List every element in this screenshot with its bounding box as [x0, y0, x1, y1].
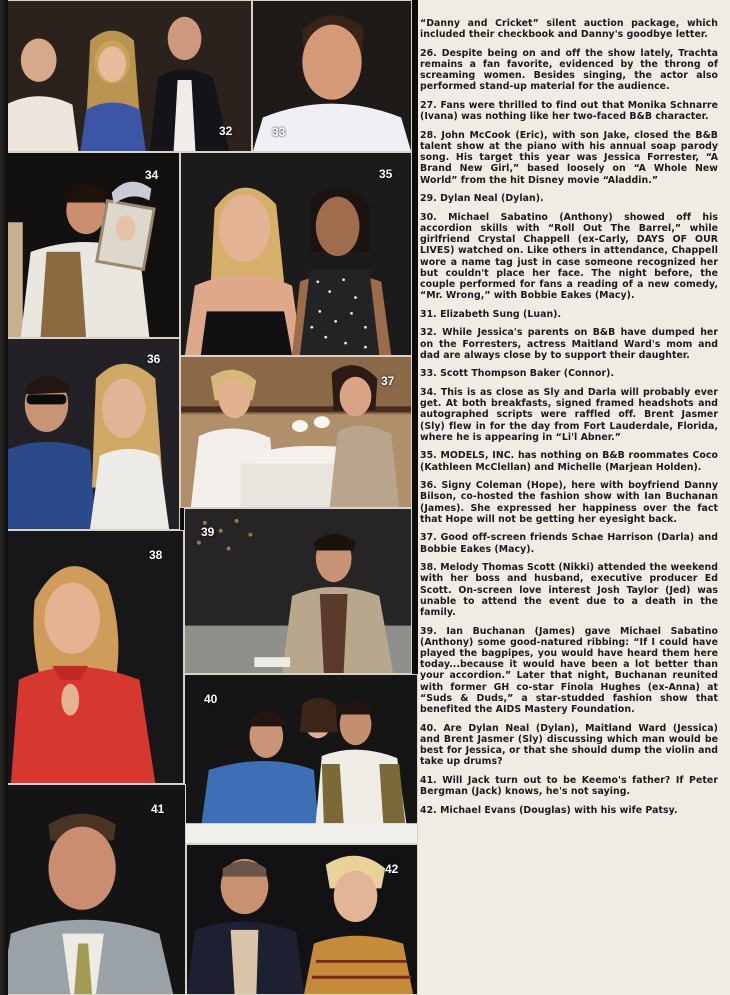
photo-37	[180, 356, 412, 508]
photo-number: 36	[147, 352, 161, 366]
caption-30: 30. Michael Sabatino (Anthony) showed off his accordion skills with “Roll Out The Barrel,” while girlfriend Crystal Chappell (ex-Carly, DAYS OF OUR LIVES) watched on. Like others in attendance, Chappell wore a name tag just in case someone recognized her but couldn't place her face. The night before, the couple performed for fans a reading of a new comedy, “Mr. Wrong,” with Bobbie Eakes (Macy).	[420, 211, 718, 302]
caption-36: 36. Signy Coleman (Hope), here with boyfriend Danny Bilson, co-hosted the fashion show with Ian Buchanan (James). She expressed her happiness over the fact that Hope will not be getting her eyesight back.	[420, 480, 718, 525]
photo-number: 33	[272, 125, 286, 139]
photo-number: 41	[151, 802, 165, 816]
caption-continuation: “Danny and Cricket” silent auction package, which included their checkbook and Danny's goodbye letter.	[420, 18, 718, 41]
photo-38	[0, 530, 184, 784]
caption-31: 31. Elizabeth Sung (Luan).	[420, 308, 562, 320]
photo-36	[0, 338, 180, 530]
caption-28: 28. John McCook (Eric), with son Jake, closed the B&B talent show at the piano with his annual soap parody song. His target this year was Jessica Forrester, “A Brand New Girl,” based loosely on “A Whole New World” from the hit Disney movie “Aladdin.”	[420, 129, 718, 186]
photo-number: 32	[219, 124, 233, 138]
photo-number: 38	[149, 548, 163, 562]
caption-41: 41. Will Jack turn out to be Keemo's father? If Peter Bergman (Jack) knows, he's not saying.	[420, 774, 718, 798]
caption-35: 35. MODELS, INC. has nothing on B&B roommates Coco (Kathleen McClellan) and Michelle (Marjean Holden).	[420, 450, 718, 473]
photo-number: 35	[379, 167, 393, 181]
photo-35	[180, 152, 412, 356]
photo-32	[0, 0, 252, 152]
caption-37: 37. Good off-screen friends Schae Harrison (Darla) and Bobbie Eakes (Macy).	[420, 532, 718, 555]
page-gutter	[0, 0, 8, 995]
caption-26: 26. Despite being on and off the show lately, Trachta remains a fan favorite, evidenced by the throng of screaming women. Besides singing, the actor also performed stand-up material for the audience.	[420, 47, 718, 93]
caption-27: 27. Fans were thrilled to find out that Monika Schnarre (Ivana) was nothing like her two-faced B&B character.	[420, 100, 718, 123]
photo-number: 39	[201, 525, 215, 539]
photo-39	[184, 508, 412, 674]
caption-32: 32. While Jessica's parents on B&B have dumped her on the Forresters, actress Maitland Ward's mom and dad are always close by to support their daughter.	[420, 327, 718, 361]
photo-number: 42	[385, 862, 399, 876]
photo-42	[186, 844, 418, 995]
caption-40: 40. Are Dylan Neal (Dylan), Maitland Ward (Jessica) and Brent Jasmer (Sly) discussing which man would be best for Jessica, or that she should dump the violin and take up drums?	[420, 722, 718, 768]
caption-column	[420, 18, 718, 823]
caption-39: 39. Ian Buchanan (James) gave Michael Sabatino (Anthony) some good-natured ribbing: “If I could have played the bagpipes, you would have heard them here today...because it would have been a lot better than your accordion.” Later that night, Buchanan reunited with former GH co-star Finola Hughes (ex-Anna) at “Suds & Duds,” a star-studded fashion show that benefited the AIDS Mastery Foundation.	[420, 625, 718, 716]
photo-34	[0, 152, 180, 338]
caption-38: 38. Melody Thomas Scott (Nikki) attended the weekend with her boss and husband, executive producer Ed Scott. On-screen love interest Josh Taylor (Jed) was unable to attend the event due to a death in the family.	[420, 562, 718, 619]
caption-29: 29. Dylan Neal (Dylan).	[420, 193, 544, 205]
photo-number: 37	[381, 374, 395, 388]
caption-34: 34. This is as close as Sly and Darla will probably ever get. At both breakfasts, signed framed headshots and autographed scripts were raffled off. Brent Jasmer (Sly) flew in for the day from Fort Lauderdale, Florida, where he is appearing in “Li'l Abner.”	[420, 387, 718, 443]
photo-33	[252, 0, 412, 152]
caption-42: 42. Michael Evans (Douglas) with his wife Patsy.	[420, 804, 678, 816]
photo-41	[0, 784, 186, 995]
photo-number: 34	[145, 168, 159, 182]
photo-40	[184, 674, 418, 844]
photo-number: 40	[204, 692, 218, 706]
caption-33: 33. Scott Thompson Baker (Connor).	[420, 368, 615, 380]
